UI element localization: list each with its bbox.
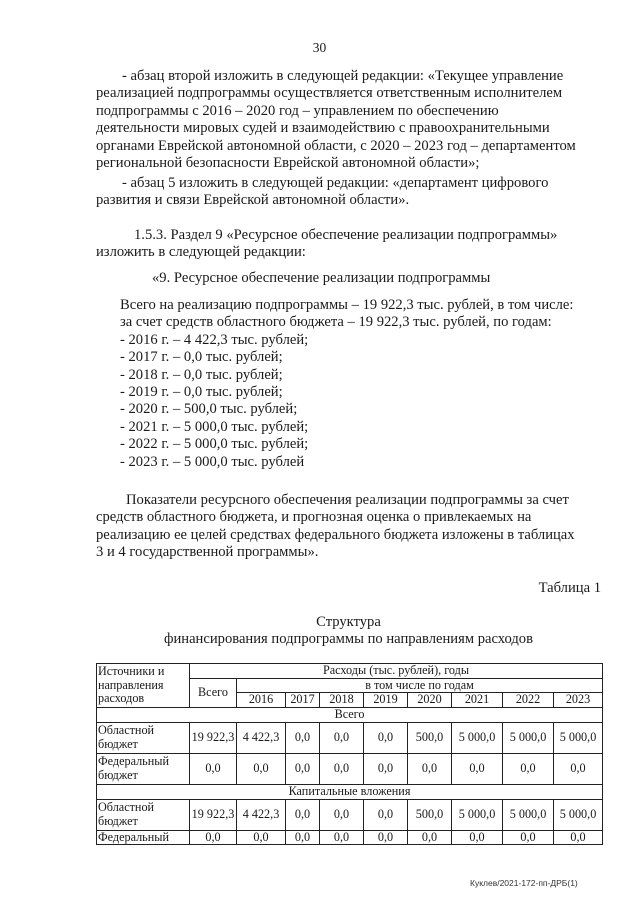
cell-value: 0,0 xyxy=(286,722,320,753)
text-line: Всего на реализацию подпрограммы – 19 922,3 тыс. рублей, в том числе: xyxy=(120,297,574,313)
financing-table xyxy=(96,663,603,845)
row-label: Федеральный бюджет xyxy=(97,753,190,784)
table-title xyxy=(96,614,601,649)
year-header: 2023 xyxy=(554,693,603,708)
list-item: - 2021 г. – 5 000,0 тыс. рублей; xyxy=(120,418,309,435)
paragraph-indicators xyxy=(96,492,601,562)
year-header: 2021 xyxy=(452,693,503,708)
table-row xyxy=(97,753,603,784)
text-line: 1.5.3. Раздел 9 «Ресурсное обеспечение реализации подпрограммы» xyxy=(134,227,558,243)
header-expenses: Расходы (тыс. рублей), годы xyxy=(190,664,603,679)
cell-value: 0,0 xyxy=(286,753,320,784)
cell-value: 5 000,0 xyxy=(503,799,554,830)
cell-total: 0,0 xyxy=(190,753,237,784)
paragraph-amendment-1 xyxy=(96,68,601,172)
cell-value: 0,0 xyxy=(320,830,364,845)
section-subtitle: «9. Ресурсное обеспечение реализации подпрограммы xyxy=(152,270,491,286)
cell-value: 0,0 xyxy=(408,830,452,845)
year-header: 2018 xyxy=(320,693,364,708)
cell-value: 0,0 xyxy=(286,799,320,830)
footer-document-code: Куклев/2021-172-пп-ДРБ(1) xyxy=(470,878,578,888)
text-line: деятельности мировых судей и взаимодействию с правоохранительными xyxy=(96,120,550,137)
cell-value: 5 000,0 xyxy=(452,722,503,753)
cell-value: 0,0 xyxy=(237,753,286,784)
text-line: изложить в следующей редакции: xyxy=(96,244,306,261)
text-line: - абзац второй изложить в следующей редакции: «Текущее управление xyxy=(122,68,564,84)
cell-value: 0,0 xyxy=(503,830,554,845)
cell-value: 500,0 xyxy=(408,799,452,830)
header-total: Всего xyxy=(190,678,237,707)
text-line: средств областного бюджета, и прогнозная оценка о привлекаемых на xyxy=(96,509,532,526)
table-row xyxy=(97,722,603,753)
cell-total: 0,0 xyxy=(190,830,237,845)
funding-list xyxy=(120,297,573,471)
list-item: - 2022 г. – 5 000,0 тыс. рублей; xyxy=(120,436,309,453)
list-item: - 2017 г. – 0,0 тыс. рублей; xyxy=(120,349,283,366)
cell-value: 0,0 xyxy=(452,753,503,784)
cell-value: 0,0 xyxy=(503,753,554,784)
cell-value: 0,0 xyxy=(364,830,408,845)
table-label: Таблица 1 xyxy=(538,580,601,596)
text-line: реализацию ее целей средствах федерального бюджета изложены в таблицах xyxy=(96,526,575,543)
cell-value: 500,0 xyxy=(408,722,452,753)
text-line: - абзац 5 изложить в следующей редакции: «департамент цифрового xyxy=(122,175,549,191)
cell-value: 0,0 xyxy=(237,830,286,845)
text-line: органами Еврейской автономной области, с 2020 – 2023 год – департаментом xyxy=(96,137,576,154)
group-title: Капитальные вложения xyxy=(97,784,603,799)
list-item: - 2018 г. – 0,0 тыс. рублей; xyxy=(120,366,283,383)
text-line: региональной безопасности Еврейской автономной области»; xyxy=(96,155,480,172)
year-header: 2017 xyxy=(286,693,320,708)
cell-value: 0,0 xyxy=(554,753,603,784)
row-label: Федеральный xyxy=(97,830,190,845)
cell-value: 0,0 xyxy=(408,753,452,784)
page-number: 30 xyxy=(312,40,327,55)
text-line: реализацией подпрограммы осуществляется ответственным исполнителем xyxy=(96,85,563,102)
text-line: Показатели ресурсного обеспечения реализации подпрограммы за счет xyxy=(126,492,569,508)
list-item: - 2020 г. – 500,0 тыс. рублей; xyxy=(120,401,298,418)
cell-value: 4 422,3 xyxy=(237,722,286,753)
table-row xyxy=(97,799,603,830)
header-by-year: в том числе по годам xyxy=(237,678,603,693)
table-title-line: финансирования подпрограммы по направлениям расходов xyxy=(164,631,533,648)
list-item: - 2019 г. – 0,0 тыс. рублей; xyxy=(120,384,283,401)
cell-value: 5 000,0 xyxy=(503,722,554,753)
cell-value: 0,0 xyxy=(364,753,408,784)
table-row xyxy=(97,830,603,845)
list-item: - 2016 г. – 4 422,3 тыс. рублей; xyxy=(120,331,309,348)
table-title-line: Структура xyxy=(316,614,381,630)
cell-value: 5 000,0 xyxy=(452,799,503,830)
row-label: Областной бюджет xyxy=(97,722,190,753)
cell-value: 0,0 xyxy=(364,799,408,830)
text-line: за счет средств областного бюджета – 19 922,3 тыс. рублей, по годам: xyxy=(120,314,552,331)
header-sources-cell: Источники и направления расходов xyxy=(97,664,190,708)
year-header: 2016 xyxy=(237,693,286,708)
section-1-5-3 xyxy=(96,227,601,262)
cell-value: 0,0 xyxy=(554,830,603,845)
list-item: - 2023 г. – 5 000,0 тыс. рублей xyxy=(120,453,305,470)
cell-value: 4 422,3 xyxy=(237,799,286,830)
cell-value: 0,0 xyxy=(286,830,320,845)
text-line: 3 и 4 государственной программы». xyxy=(96,544,319,561)
year-header: 2022 xyxy=(503,693,554,708)
group-title: Всего xyxy=(97,707,603,722)
cell-value: 5 000,0 xyxy=(554,722,603,753)
cell-value: 0,0 xyxy=(364,722,408,753)
cell-value: 0,0 xyxy=(452,830,503,845)
paragraph-amendment-2 xyxy=(96,175,601,210)
text-line: подпрограммы с 2016 – 2020 год – управлением по обеспечению xyxy=(96,102,499,119)
year-header: 2020 xyxy=(408,693,452,708)
year-header: 2019 xyxy=(364,693,408,708)
cell-total: 19 922,3 xyxy=(190,799,237,830)
cell-value: 5 000,0 xyxy=(554,799,603,830)
row-label: Областной бюджет xyxy=(97,799,190,830)
cell-total: 19 922,3 xyxy=(190,722,237,753)
cell-value: 0,0 xyxy=(320,753,364,784)
cell-value: 0,0 xyxy=(320,722,364,753)
text-line: развития и связи Еврейской автономной области». xyxy=(96,192,410,209)
cell-value: 0,0 xyxy=(320,799,364,830)
